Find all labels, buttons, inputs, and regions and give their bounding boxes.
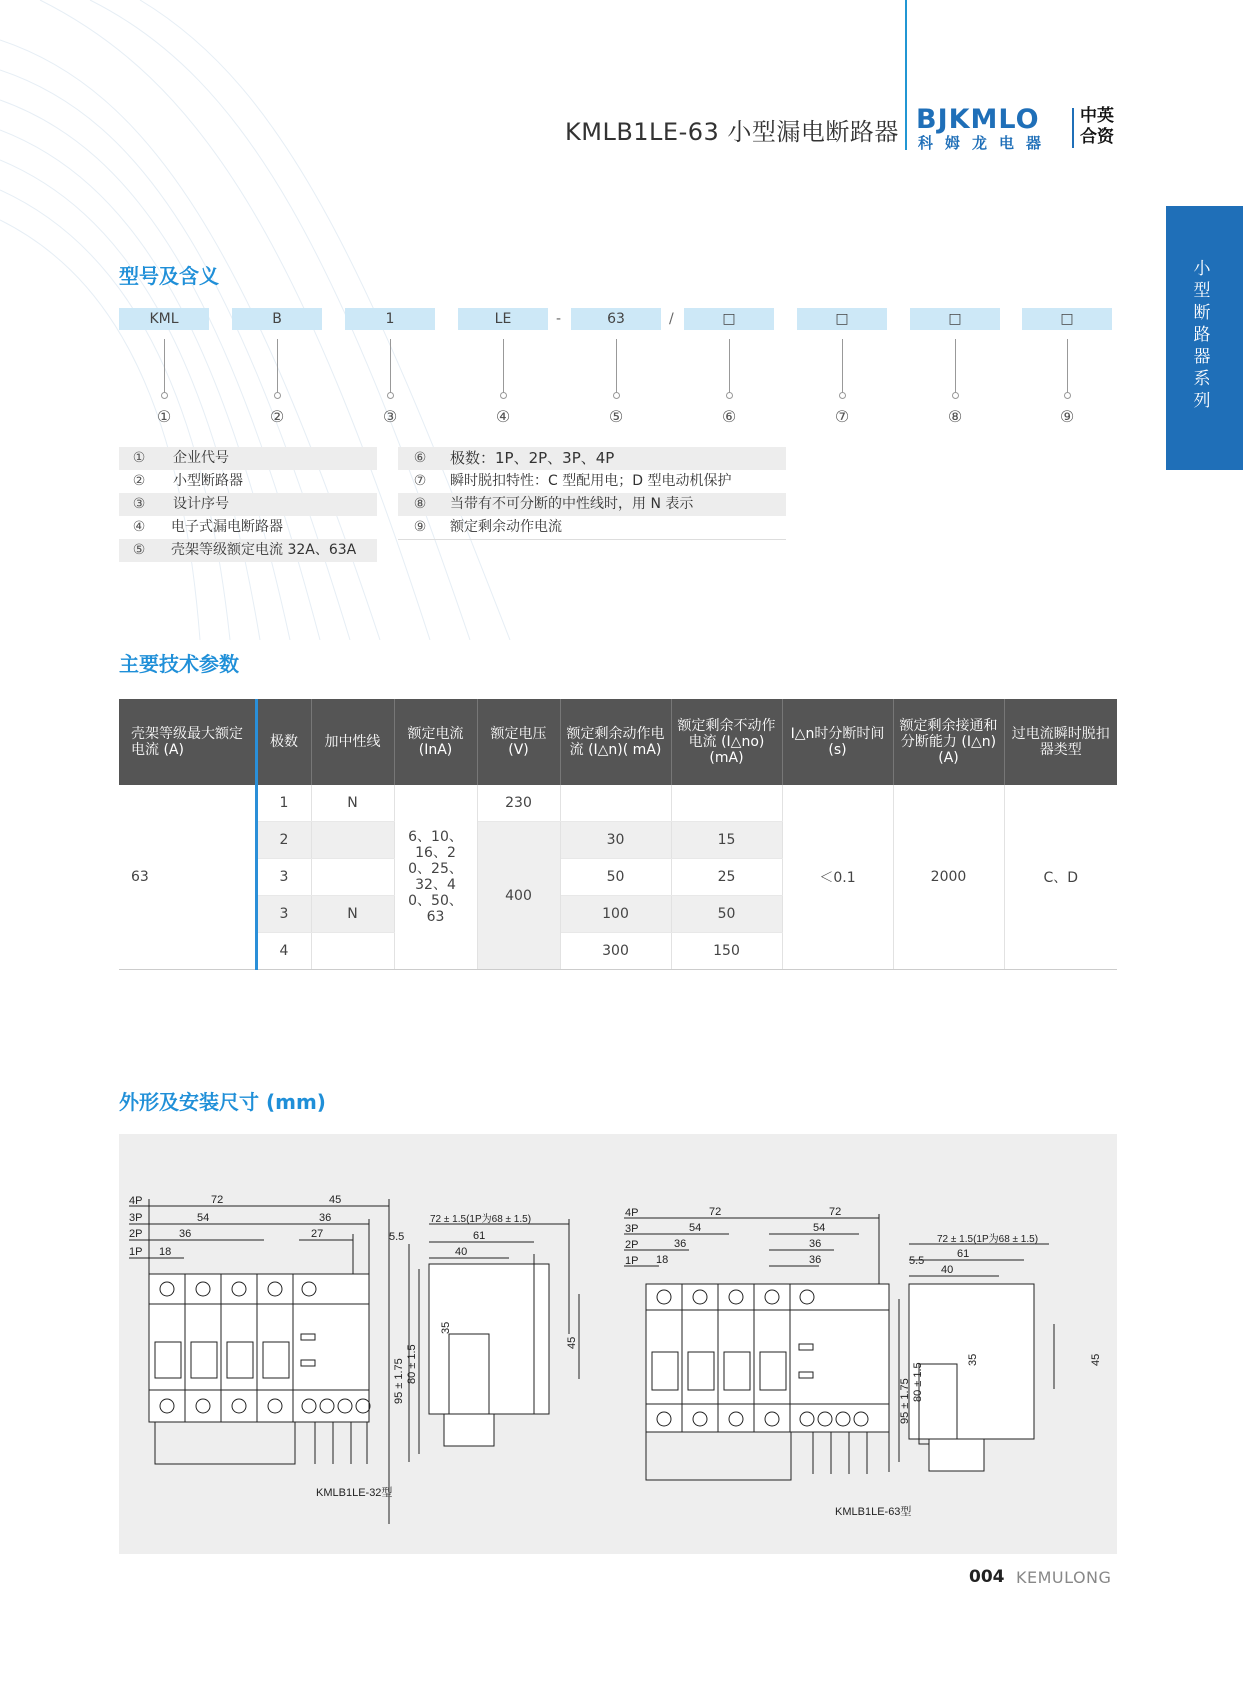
- legend-text: 额定剩余动作电流: [450, 519, 562, 535]
- model-position-number: ④: [495, 407, 511, 426]
- dim-95: 95 ± 1.75: [393, 1358, 405, 1404]
- connector-dot: [500, 392, 507, 399]
- model-position-number: ⑨: [1059, 407, 1075, 426]
- legend-row: [119, 539, 377, 562]
- legend-divider: [398, 539, 786, 540]
- right-front-view: [624, 1206, 889, 1480]
- logo-chinese-name: 科姆龙电器: [918, 134, 1054, 152]
- legend-row: [398, 516, 786, 539]
- legend-row: [398, 470, 786, 493]
- cell-voltage: 400: [477, 822, 560, 970]
- table-row: [119, 785, 1117, 822]
- model-code-box: □: [684, 308, 774, 330]
- cell-residual-non-operating: 50: [671, 896, 782, 933]
- dim-45: 45: [329, 1194, 342, 1206]
- spec-table: [119, 699, 1117, 970]
- legend-number: ⑤: [132, 542, 146, 558]
- label-3p: 3P: [129, 1212, 143, 1224]
- legend-number: ⑥: [413, 450, 427, 466]
- dim-40-right: 40: [941, 1264, 954, 1276]
- dimension-drawings: [119, 1134, 1117, 1554]
- connector-line: [729, 339, 730, 394]
- model-position-number: ①: [156, 407, 172, 426]
- dimension-drawing-panel: [119, 1134, 1117, 1554]
- label-1p-right: 1P: [625, 1255, 639, 1267]
- dim-depth-right: 72 ± 1.5(1P为68 ± 1.5): [937, 1234, 1039, 1245]
- header-residual-non-operating: 额定剩余不动作电流 (I△no)(mA): [671, 699, 782, 785]
- model-position-number: ⑥: [721, 407, 737, 426]
- legend-text: 企业代号: [173, 450, 229, 466]
- connector-line: [616, 339, 617, 394]
- model-position-number: ③: [382, 407, 398, 426]
- dim-rcd-36: 36: [809, 1238, 822, 1250]
- page-title: KMLB1LE-63 小型漏电断路器: [565, 118, 899, 146]
- connector-line: [390, 339, 391, 394]
- label-4p: 4P: [129, 1195, 143, 1207]
- header-trip-type: 过电流瞬时脱扣器类型: [1004, 699, 1117, 785]
- legend-row: [119, 493, 377, 516]
- connector-dot: [839, 392, 846, 399]
- dim-95-right: 95 ± 1.75: [899, 1378, 911, 1424]
- legend-number: ⑨: [413, 519, 427, 535]
- connector-line: [164, 339, 165, 394]
- connector-line: [842, 339, 843, 394]
- caption-left: KMLB1LE-32型: [316, 1487, 393, 1499]
- connector-dot: [613, 392, 620, 399]
- model-code-box: 63: [571, 308, 661, 330]
- dim-72-right: 72: [709, 1206, 722, 1218]
- model-code-box: KML: [119, 308, 209, 330]
- legend-row: [119, 516, 377, 539]
- dim-35-right: 35: [967, 1353, 979, 1366]
- cell-poles: 4: [256, 933, 311, 970]
- legend-number: ④: [132, 519, 146, 535]
- logo-text: BJKMLO: [916, 104, 1040, 135]
- logo-joint-venture: 中英合资: [1080, 106, 1114, 147]
- dim-depth: 72 ± 1.5(1P为68 ± 1.5): [430, 1214, 532, 1225]
- label-2p-right: 2P: [625, 1239, 639, 1251]
- dim-36: 36: [179, 1228, 192, 1240]
- model-code-box: LE: [458, 308, 548, 330]
- dim-54: 54: [197, 1212, 210, 1224]
- dim-36b: 36: [319, 1212, 332, 1224]
- label-4p-right: 4P: [625, 1207, 639, 1219]
- dim-27: 27: [311, 1228, 324, 1240]
- cell-neutral: [311, 933, 394, 970]
- dim-rcd-72: 72: [829, 1206, 842, 1218]
- header-residual-operating: 额定剩余动作电流 (I△n)( mA): [560, 699, 671, 785]
- legend-text: 壳架等级额定电流 32A、63A: [171, 542, 357, 558]
- dim-35: 35: [440, 1321, 452, 1334]
- left-front-view: [129, 1194, 389, 1524]
- legend-number: ⑧: [413, 496, 427, 512]
- legend-text: 极数：1P、2P、3P、4P: [450, 449, 615, 467]
- side-category-label: 小型断路器系列: [1193, 259, 1211, 411]
- connector-line: [503, 339, 504, 394]
- legend-text: 设计序号: [173, 496, 229, 512]
- cell-making-capacity: 2000: [893, 785, 1004, 970]
- dim-18-right: 18: [656, 1254, 669, 1266]
- model-heading: 型号及含义: [119, 264, 219, 288]
- header-break-time: I△n时分断时间 (s): [782, 699, 893, 785]
- header-voltage: 额定电压 (V): [477, 699, 560, 785]
- cell-neutral: N: [311, 785, 394, 822]
- cell-poles: 3: [256, 896, 311, 933]
- dim-61: 61: [473, 1230, 486, 1242]
- connector-dot: [274, 392, 281, 399]
- label-1p: 1P: [129, 1246, 143, 1258]
- dim-61-right: 61: [957, 1248, 970, 1260]
- model-position-number: ⑤: [608, 407, 624, 426]
- legend-row: [398, 493, 786, 516]
- model-code-box: □: [1022, 308, 1112, 330]
- connector-line: [1067, 339, 1068, 394]
- dim-5-5: 5.5: [389, 1231, 405, 1243]
- legend-text: 当带有不可分断的中性线时，用 N 表示: [450, 496, 694, 512]
- connector-dot: [1064, 392, 1071, 399]
- connector-line: [277, 339, 278, 394]
- dim-18: 18: [159, 1246, 172, 1258]
- cell-poles: 3: [256, 859, 311, 896]
- model-position-number: ⑧: [947, 407, 963, 426]
- dim-36-right: 36: [674, 1238, 687, 1250]
- header-making-capacity: 额定剩余接通和分断能力 (I△n) (A): [893, 699, 1004, 785]
- connector-line: [955, 339, 956, 394]
- cell-trip-type: C、D: [1004, 785, 1117, 970]
- legend-text: 瞬时脱扣特性：C 型配用电；D 型电动机保护: [450, 473, 732, 489]
- legend-number: ②: [132, 473, 146, 489]
- header-poles: 极数: [256, 699, 311, 785]
- cell-residual-non-operating: 25: [671, 859, 782, 896]
- cell-break-time: ＜0.1: [782, 785, 893, 970]
- cell-poles: 1: [256, 785, 311, 822]
- cell-rated-current: 6、10、16、20、25、32、40、50、63: [408, 829, 463, 925]
- header-divider: [905, 0, 907, 150]
- header-frame-current: 壳架等级最大额定电流 (A): [119, 699, 256, 785]
- dim-40: 40: [455, 1246, 468, 1258]
- model-code-box: B: [232, 308, 322, 330]
- label-2p: 2P: [129, 1228, 143, 1240]
- page-number: 004: [969, 1567, 1005, 1587]
- dimensions-heading: 外形及安装尺寸 (mm): [119, 1090, 326, 1114]
- cell-voltage: 230: [477, 785, 560, 822]
- logo-separator: [1072, 108, 1074, 148]
- connector-dot: [726, 392, 733, 399]
- connector-dot: [161, 392, 168, 399]
- cell-neutral: [311, 822, 394, 859]
- cell-residual-operating: 30: [560, 822, 671, 859]
- dim-rcd-36b: 36: [809, 1254, 822, 1266]
- model-separator: -: [556, 311, 562, 327]
- legend-text: 电子式漏电断路器: [171, 519, 283, 535]
- cell-frame-current: 63: [119, 785, 256, 970]
- cell-residual-operating: 50: [560, 859, 671, 896]
- model-position-number: ②: [269, 407, 285, 426]
- label-3p-right: 3P: [625, 1223, 639, 1235]
- legend-number: ⑦: [413, 473, 427, 489]
- legend-number: ③: [132, 496, 146, 512]
- footer-brand: KEMULONG: [1016, 1568, 1112, 1587]
- caption-right: KMLB1LE-63型: [835, 1506, 912, 1518]
- legend-row: [119, 470, 377, 493]
- cell-neutral: [311, 859, 394, 896]
- dim-45-right: 45: [1090, 1353, 1102, 1366]
- header-rated-current: 额定电流 (InA): [394, 699, 477, 785]
- dim-5-5-right: 5.5: [909, 1255, 925, 1267]
- legend-row: [398, 447, 786, 470]
- connector-dot: [387, 392, 394, 399]
- model-code-box: 1: [345, 308, 435, 330]
- model-code-box: □: [797, 308, 887, 330]
- legend-row: [119, 447, 377, 470]
- header-neutral: 加中性线: [311, 699, 394, 785]
- cell-residual-operating: 300: [560, 933, 671, 970]
- dim-80: 80 ± 1.5: [406, 1344, 418, 1384]
- spec-heading: 主要技术参数: [119, 652, 239, 676]
- dim-45-side: 45: [566, 1336, 578, 1349]
- dim-54-right: 54: [689, 1222, 702, 1234]
- cell-residual-operating: 100: [560, 896, 671, 933]
- model-position-number: ⑦: [834, 407, 850, 426]
- legend-text: 小型断路器: [173, 473, 243, 489]
- cell-neutral: N: [311, 896, 394, 933]
- dim-80-right: 80 ± 1.5: [912, 1362, 924, 1402]
- dim-72: 72: [211, 1194, 224, 1206]
- connector-dot: [952, 392, 959, 399]
- dim-rcd-54: 54: [813, 1222, 826, 1234]
- cell-residual-non-operating: 150: [671, 933, 782, 970]
- legend-number: ①: [132, 450, 146, 466]
- cell-residual-non-operating: 15: [671, 822, 782, 859]
- cell-poles: 2: [256, 822, 311, 859]
- model-code-box: □: [910, 308, 1000, 330]
- model-separator: /: [669, 311, 674, 327]
